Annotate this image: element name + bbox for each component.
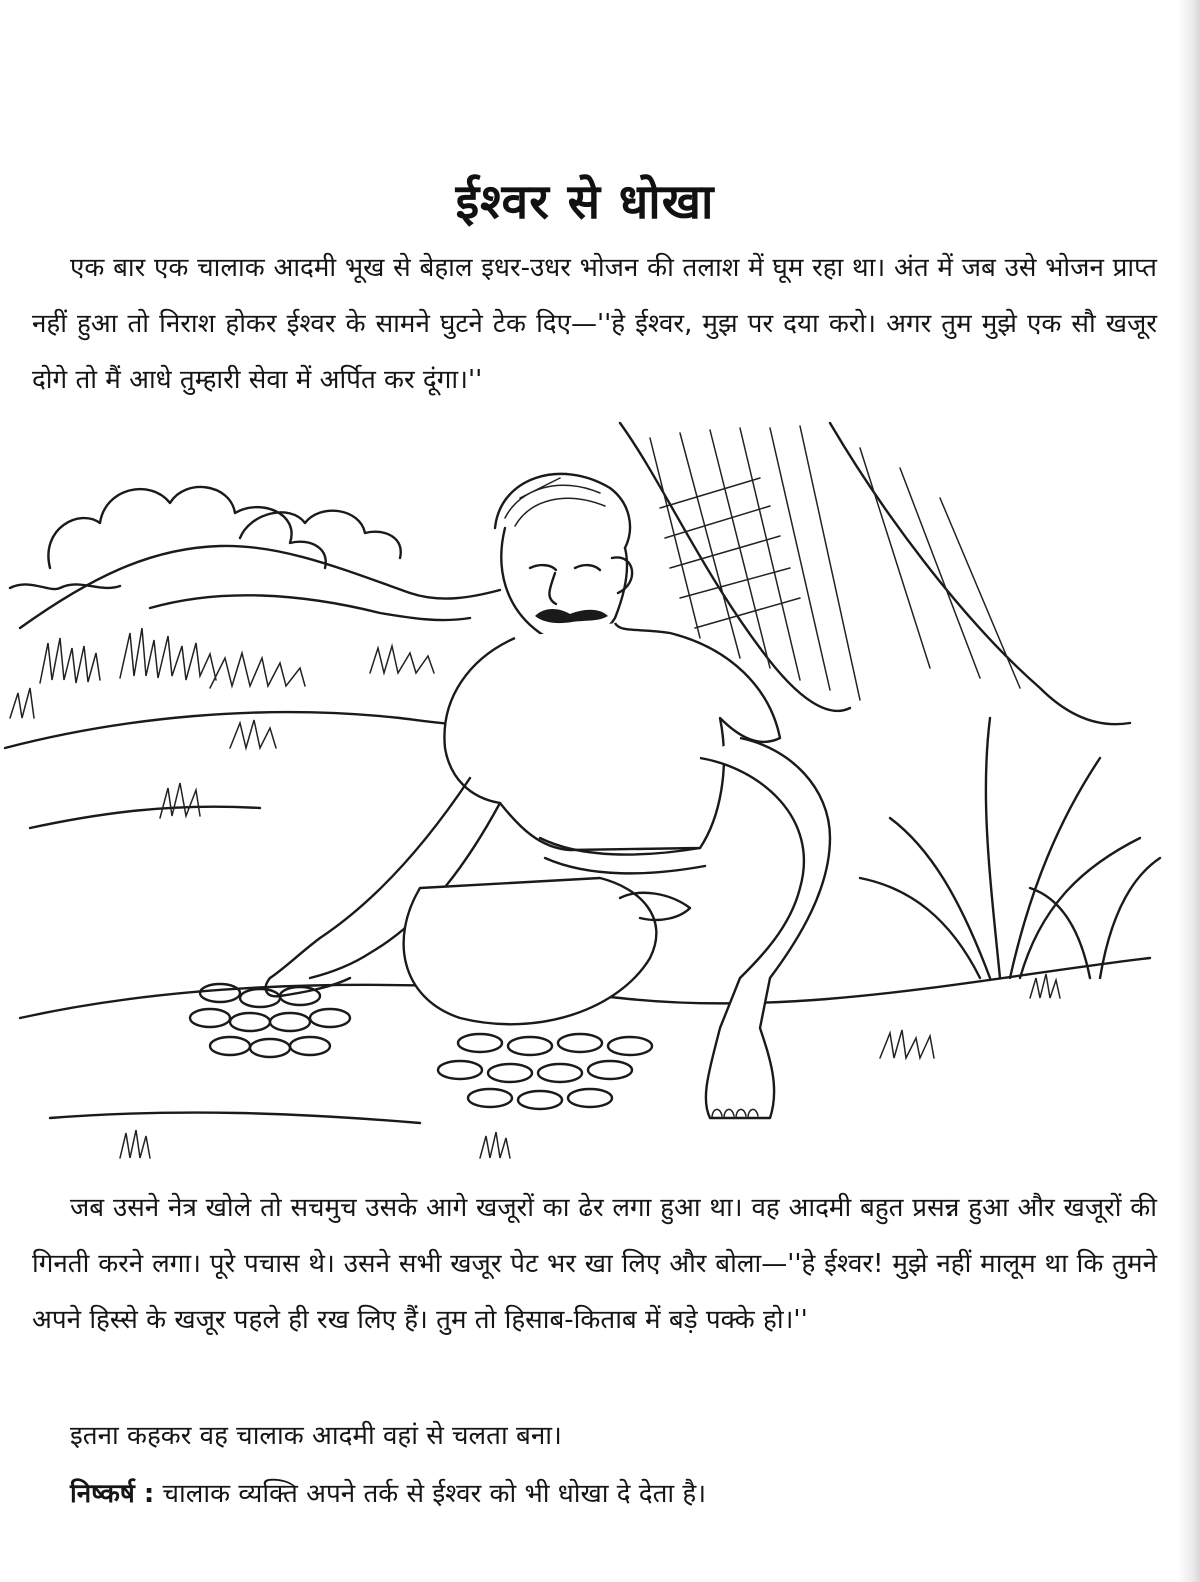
grass-tuft bbox=[880, 1030, 934, 1058]
grass-tuft bbox=[120, 1130, 150, 1158]
man-shirt bbox=[444, 623, 780, 850]
hill-line bbox=[150, 595, 470, 620]
moral-line bbox=[70, 1466, 1150, 1522]
story-illustration bbox=[0, 418, 1180, 1178]
man-eye bbox=[575, 565, 600, 570]
story-paragraph-1 bbox=[32, 240, 1157, 408]
moral-label: निष्कर्ष : bbox=[70, 1479, 155, 1509]
cloud-shape bbox=[10, 584, 120, 589]
tree-trunk-edge bbox=[830, 423, 1130, 724]
hill-line bbox=[30, 807, 260, 828]
man-ear bbox=[612, 557, 632, 593]
grass-tuft bbox=[370, 646, 434, 673]
grass-tuft bbox=[10, 688, 34, 718]
grass-tuft bbox=[1030, 974, 1060, 998]
cloud-shape bbox=[240, 511, 401, 558]
hill-line bbox=[50, 1113, 420, 1123]
story-paragraph-1-text: एक बार एक चालाक आदमी भूख से बेहाल इधर-उधर भोजन की तलाश में घूम रहा था। अंत में जब उसे भोजन प्राप्त नहीं हुआ तो निराश होकर ईश्वर के सामने घुटने टेक दिए—''हे ईश्वर, मुझ पर दया करो। अगर तुम मुझे एक सौ खजूर दोगे तो मैं आधे तुम्हारी सेवा में अर्पित कर दूंगा।'' bbox=[32, 253, 1157, 395]
cloud-shape bbox=[48, 487, 325, 568]
grass-tuft bbox=[480, 1132, 510, 1158]
grass-tuft bbox=[210, 653, 305, 688]
grass-tuft bbox=[40, 638, 100, 683]
plant-leaves bbox=[860, 718, 1140, 978]
grass-tuft bbox=[160, 783, 200, 818]
moral-text: चालाक व्यक्ति अपने तर्क से ईश्वर को भी धोखा दे देता है। bbox=[162, 1479, 707, 1509]
page-edge-shadow bbox=[1178, 0, 1200, 1582]
man-eye bbox=[530, 565, 556, 570]
story-paragraph-2 bbox=[32, 1180, 1157, 1348]
story-paragraph-2-text: जब उसने नेत्र खोले तो सचमुच उसके आगे खजूरों का ढेर लगा हुआ था। वह आदमी बहुत प्रसन्न हुआ और खजूरों की गिनती करने लगा। पूरे पचास थे। उसने सभी खजूर पेट भर खा लिए और बोला—''हे ईश्वर! मुझे नहीं मालूम था कि तुमने अपने हिस्से के खजूर पहले ही रख लिए हैं। तुम तो हिसाब-किताब में बड़े पक्के हो।'' bbox=[32, 1193, 1157, 1335]
man-dhoti-leg bbox=[404, 878, 657, 1024]
grass-tuft bbox=[230, 720, 276, 748]
man-nose bbox=[549, 573, 556, 604]
page-title: ईश्वर से धोखा bbox=[455, 174, 715, 231]
hill-line bbox=[5, 712, 500, 748]
man-moustache bbox=[535, 609, 608, 623]
story-paragraph-3: इतना कहकर वह चालाक आदमी वहां से चलता बना। bbox=[70, 1421, 562, 1451]
grass-tuft bbox=[120, 628, 216, 680]
